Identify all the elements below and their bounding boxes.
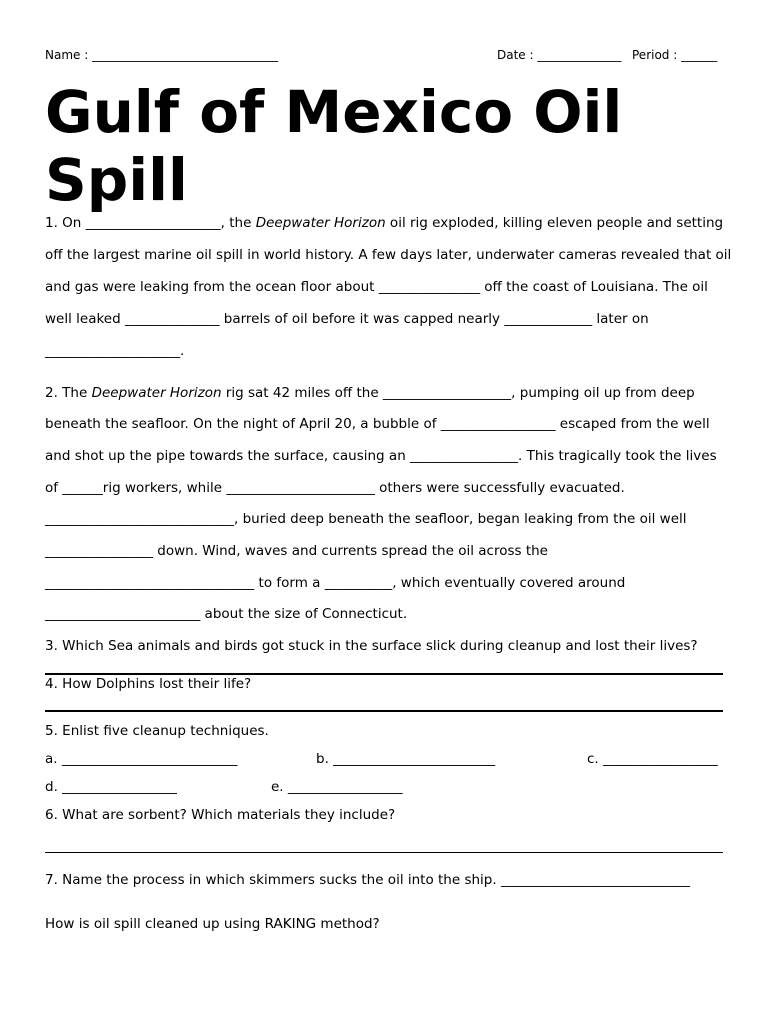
date-field[interactable]: Date : ______________ bbox=[497, 48, 622, 62]
title-line-1: Gulf of Mexico Oil bbox=[45, 78, 623, 146]
q2-text-b: rig sat 42 miles off the ___________________, pumping oil up from deep bbox=[221, 385, 695, 401]
q2-text-a: 2. The bbox=[45, 385, 92, 401]
page-title bbox=[45, 78, 622, 214]
q2-line-1 bbox=[45, 385, 695, 401]
q1-line-2: off the largest marine oil spill in world history. A few days later, underwater cameras revealed that oil bbox=[45, 247, 732, 263]
period-field[interactable]: Period : ______ bbox=[632, 48, 718, 62]
q2-line-8: _______________________ about the size of Connecticut. bbox=[45, 606, 408, 622]
q4-answer-line[interactable] bbox=[45, 710, 723, 712]
q2-line-5: ____________________________, buried deep beneath the seafloor, began leaking from the oil well bbox=[45, 511, 687, 527]
q1-line-4: well leaked ______________ barrels of oil before it was capped nearly _____________ later on bbox=[45, 311, 649, 327]
q7-question: 7. Name the process in which skimmers sucks the oil into the ship. ____________________________ bbox=[45, 872, 690, 888]
q2-line-2: beneath the seafloor. On the night of April 20, a bubble of _________________ escaped from the well bbox=[45, 416, 710, 432]
q1-line-1 bbox=[45, 215, 723, 231]
q5-question: 5. Enlist five cleanup techniques. bbox=[45, 723, 269, 739]
q3-answer-line[interactable] bbox=[45, 673, 723, 675]
name-field[interactable]: Name : _______________________________ bbox=[45, 48, 279, 62]
q2-line-6: ________________ down. Wind, waves and currents spread the oil across the bbox=[45, 543, 548, 559]
q6-answer-line[interactable] bbox=[45, 852, 723, 853]
q6-question: 6. What are sorbent? Which materials they include? bbox=[45, 807, 396, 823]
q5-answer-e[interactable]: e. _________________ bbox=[271, 779, 403, 795]
q5-answer-d[interactable]: d. _________________ bbox=[45, 779, 177, 795]
q1-line-5: ____________________. bbox=[45, 343, 185, 359]
q2-line-3: and shot up the pipe towards the surface, causing an ________________. This tragically took the lives bbox=[45, 448, 717, 464]
q1-line-3: and gas were leaking from the ocean floor about _______________ off the coast of Louisiana. The oil bbox=[45, 279, 708, 295]
q1-rig-name: Deepwater Horizon bbox=[255, 215, 386, 231]
worksheet bbox=[45, 0, 732, 1024]
raking-question: How is oil spill cleaned up using RAKING method? bbox=[45, 916, 380, 932]
q2-line-4: of ______rig workers, while ______________________ others were successfully evacuated. bbox=[45, 480, 625, 496]
q5-answer-b[interactable]: b. ________________________ bbox=[316, 751, 496, 767]
q2-line-7: _______________________________ to form a __________, which eventually covered around bbox=[45, 575, 626, 591]
q2-rig-name: Deepwater Horizon bbox=[91, 385, 222, 401]
q3-question: 3. Which Sea animals and birds got stuck in the surface slick during cleanup and lost their lives? bbox=[45, 638, 698, 654]
q5-answer-a[interactable]: a. __________________________ bbox=[45, 751, 238, 767]
q5-answer-c[interactable]: c. _________________ bbox=[587, 751, 718, 767]
q4-question: 4. How Dolphins lost their life? bbox=[45, 676, 252, 692]
title-line-2: Spill bbox=[45, 146, 188, 214]
q1-text-a: 1. On ____________________, the bbox=[45, 215, 256, 231]
q1-text-b: oil rig exploded, killing eleven people and setting bbox=[385, 215, 724, 231]
